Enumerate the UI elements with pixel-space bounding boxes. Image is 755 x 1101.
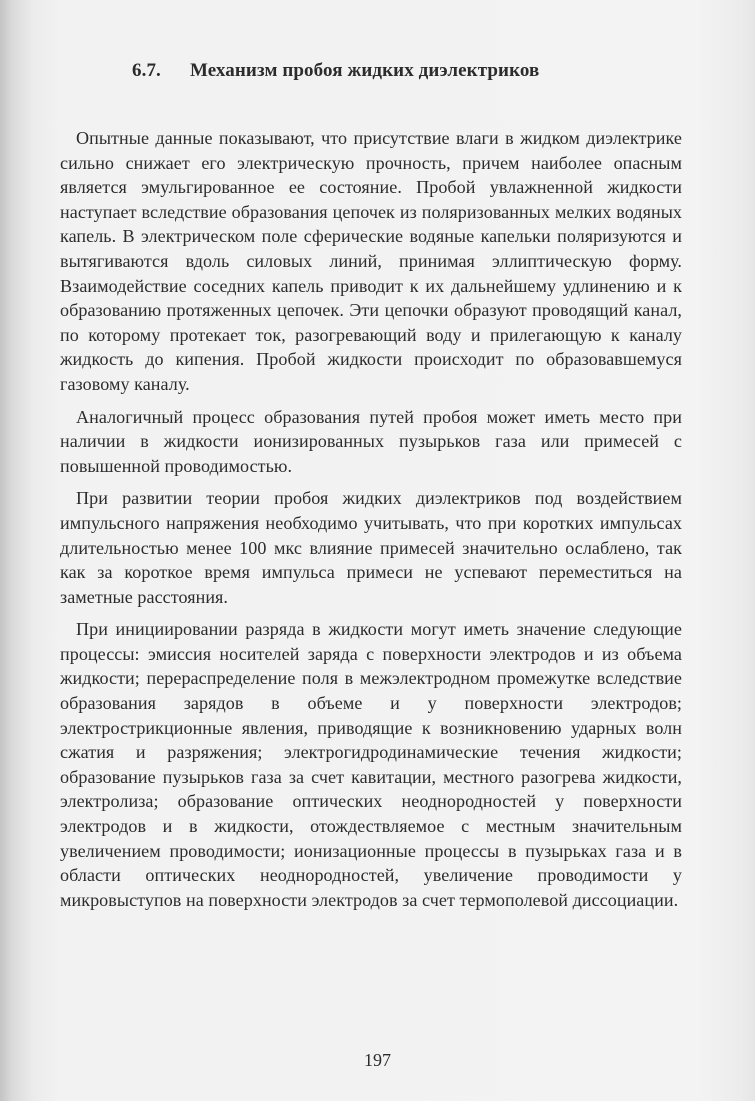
paragraph: При развитии теории пробоя жидких диэлектриков под воздействием импульсного напряжения необходимо учитывать, что при коротких импульсах длительностью менее 100 мкс влияние примесей значительно ослаблено, так как за короткое время импульса примеси не успевают переместиться на заметные расстояния.: [60, 488, 682, 607]
paragraph: Опытные данные показывают, что присутствие влаги в жидком диэлектрике сильно снижает его электрическую прочность, причем наиболее опасным является эмульгированное ее состояние. Пробой увлажненной жидкости наступает вследствие образования цепочек из поляризованных мелких водяных капель. В электрическом поле сферические водяные капельки поляризуются и вытягиваются вдоль силовых линий, принимая эллиптическую форму. Взаимодействие соседних капель приводит к их дальнейшему удлинению и к образованию протяженных цепочек. Эти цепочки образуют проводящий канал, по которому протекает ток, разогревающий воду и прилегающую к каналу жидкость до кипения. Пробой жидкости происходит по образовавшемуся газовому каналу.: [60, 128, 682, 394]
section-title: Механизм пробоя жидких диэлектриков: [190, 60, 540, 81]
section-number: 6.7.: [132, 60, 161, 81]
paragraph: Аналогичный процесс образования путей пробоя может иметь место при наличии в жидкости ионизированных пузырьков газа или примесей с повышенной проводимостью.: [60, 406, 682, 476]
page-number: 197: [364, 1050, 391, 1070]
paragraph: При инициировании разряда в жидкости могут иметь значение следующие процессы: эмиссия носителей заряда с поверхности электродов и из объема жидкости; перераспределение поля в межэлектродном промежутке вследствие образования зарядов в объеме и у поверхности электродов; электрострикционные явления, приводящие к возникновению ударных волн сжатия и разряжения; электрогидродинамические течения жидкости; образование пузырьков газа за счет кавитации, местного разогрева жидкости, электролиза; образование оптических неоднородностей у поверхности электродов и в жидкости, отождествляемое с местным значительным увеличением проводимости; ионизационные процессы в пузырьках газа и в области оптических неоднородностей, увеличение проводимости у микровыступов на поверхности электродов за счет термополевой диссоциации.: [60, 619, 682, 910]
page-content: [60, 60, 682, 920]
section-heading: [60, 60, 682, 82]
